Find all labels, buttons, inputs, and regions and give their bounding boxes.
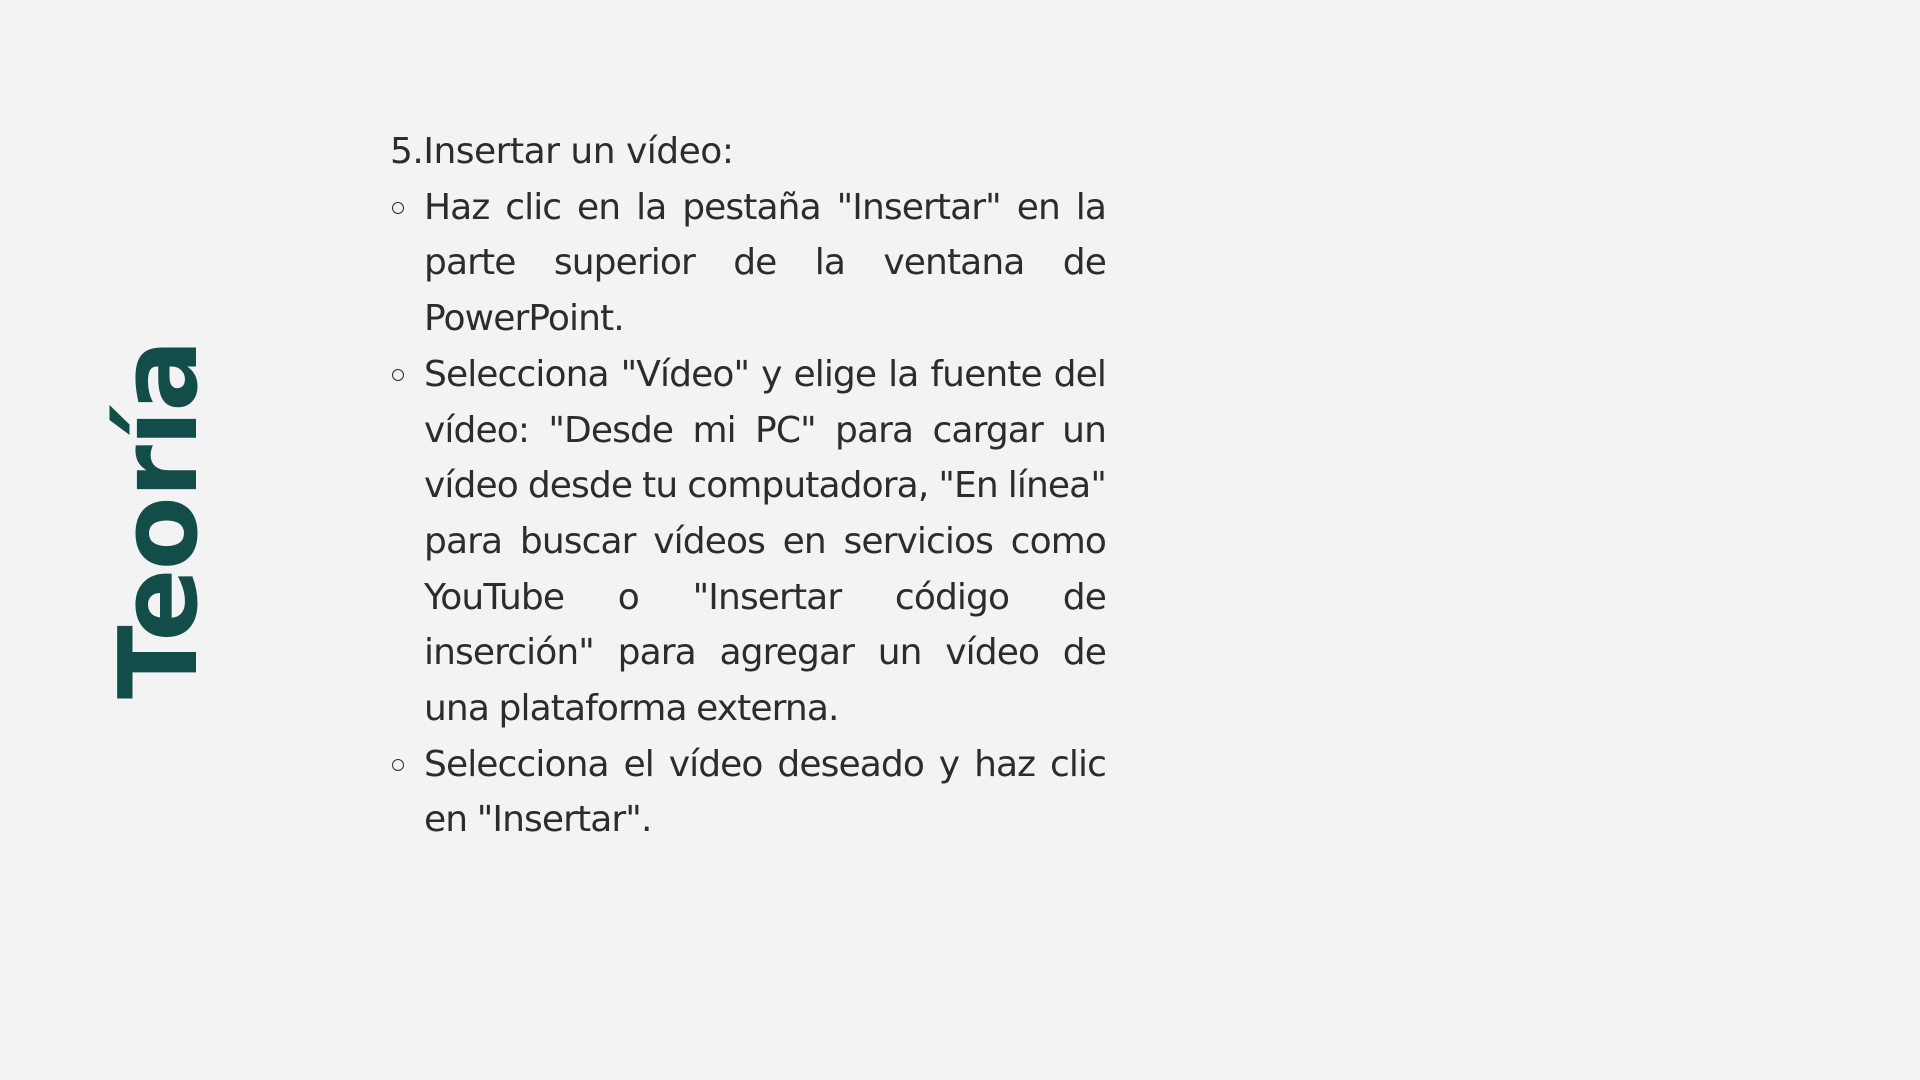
list-item xyxy=(390,737,1106,848)
content-block xyxy=(390,124,1106,848)
hollow-circle-bullet-icon xyxy=(392,759,404,771)
hollow-circle-bullet-icon xyxy=(392,202,404,214)
bullet-text: Selecciona "Vídeo" y elige la fuente del vídeo: "Desde mi PC" para cargar un vídeo desde tu computadora, "En línea" para buscar vídeos en servicios como YouTube o "Insertar código de inserción" para agregar un vídeo de una plataforma externa. xyxy=(424,353,1106,730)
bullet-text: Selecciona el vídeo deseado y haz clic en "Insertar". xyxy=(424,743,1106,841)
bullet-text: Haz clic en la pestaña "Insertar" en la parte superior de la ventana de PowerPoint. xyxy=(424,186,1106,340)
section-heading: 5.Insertar un vídeo: xyxy=(390,131,734,172)
list-item xyxy=(390,180,1106,347)
side-title: Teoría xyxy=(97,341,222,699)
hollow-circle-bullet-icon xyxy=(392,369,404,381)
list-item xyxy=(390,347,1106,737)
bullet-list xyxy=(390,180,1106,848)
